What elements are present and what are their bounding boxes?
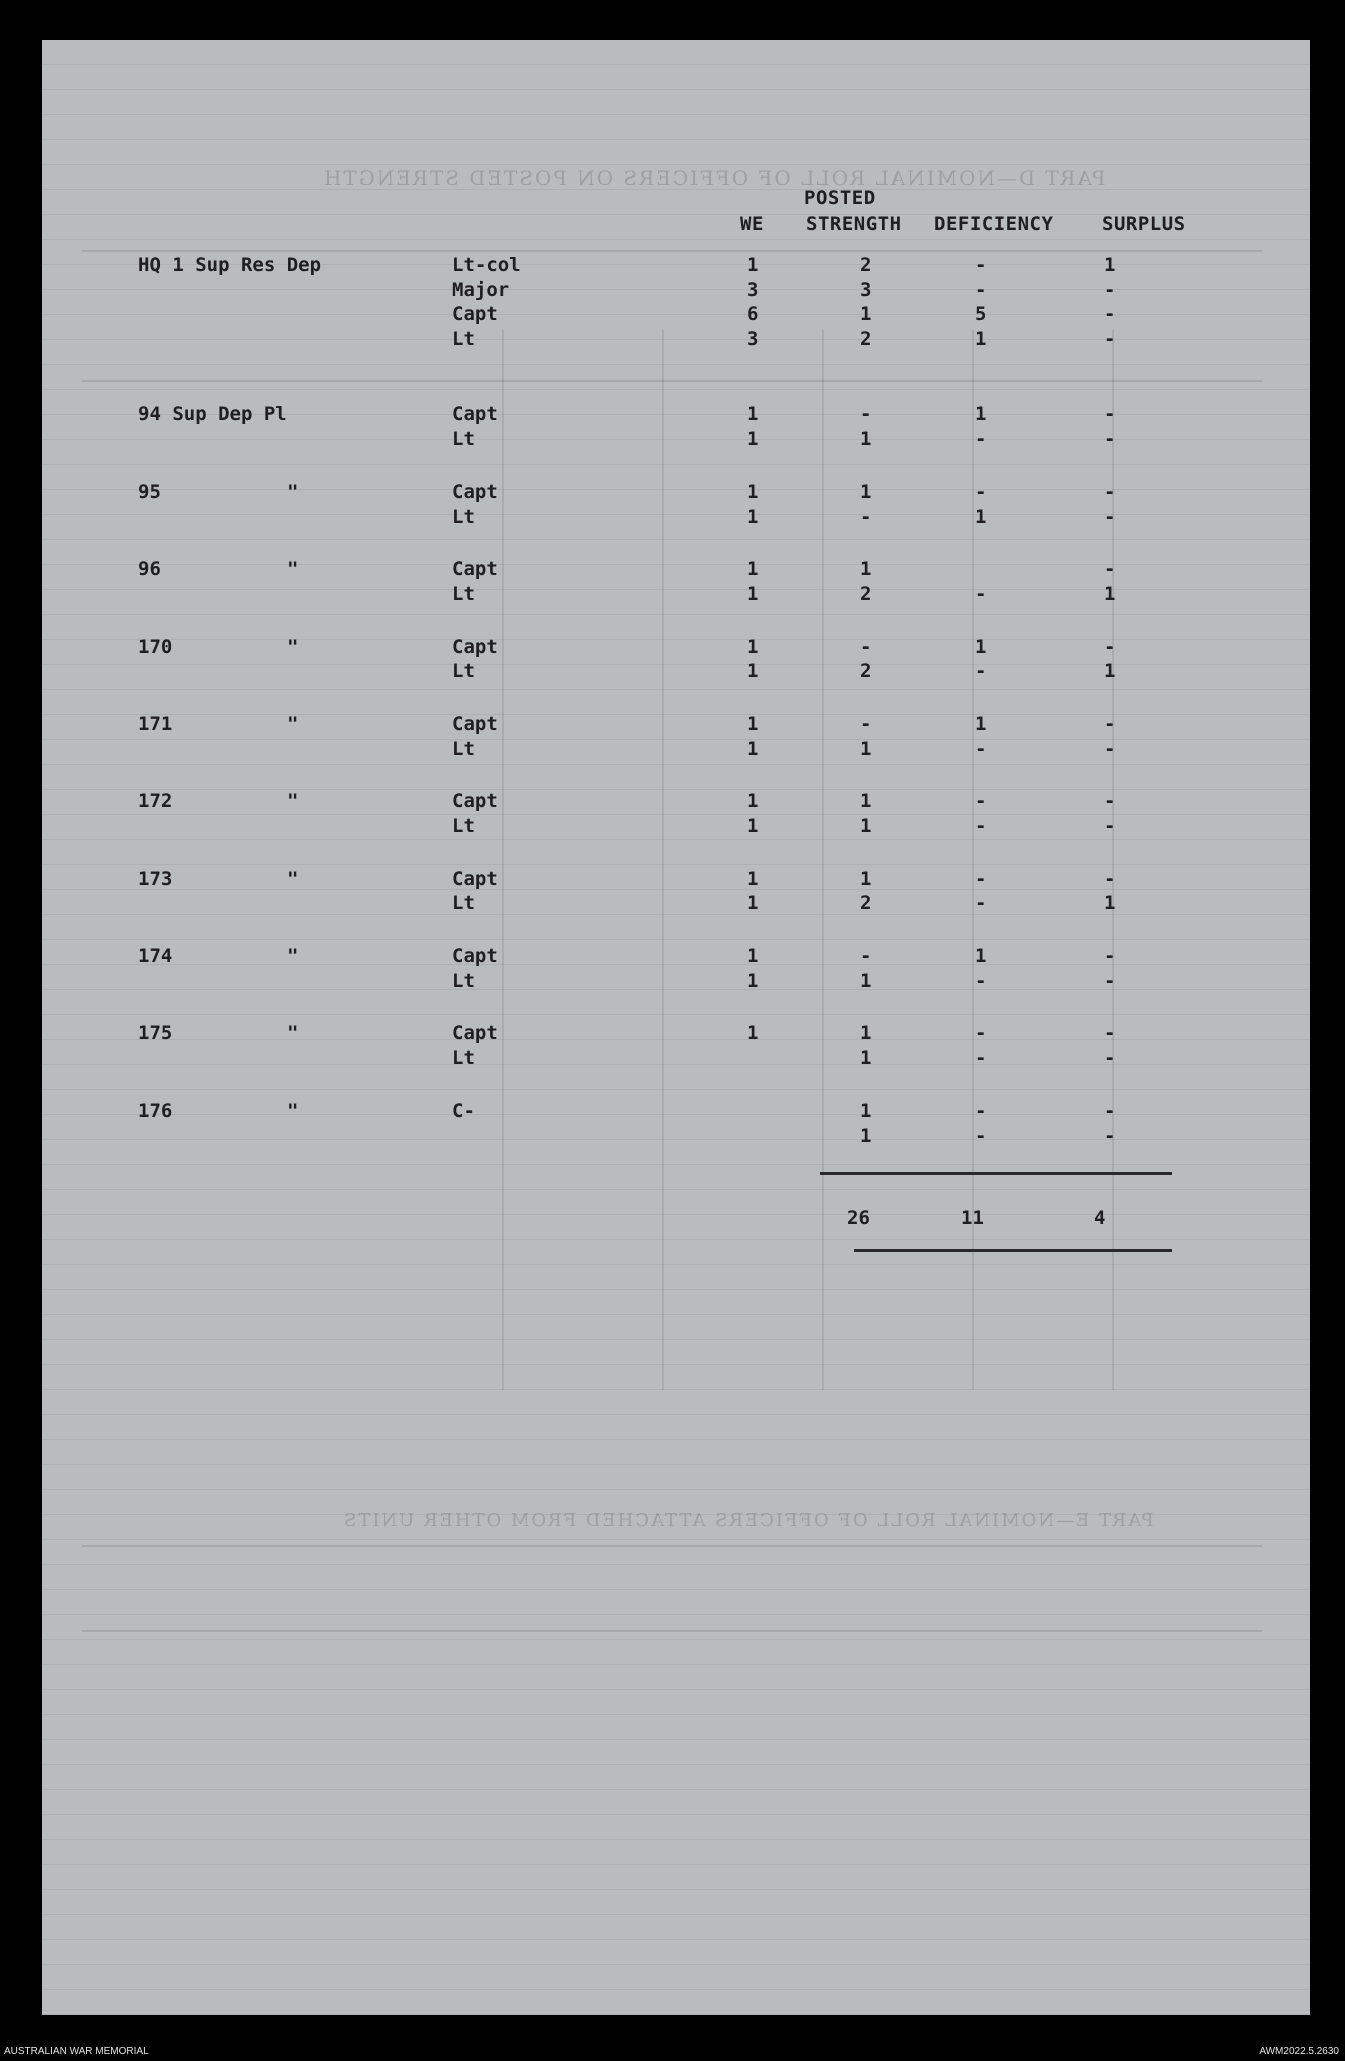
cell-deficiency: - <box>975 868 987 890</box>
cell-rank: Capt <box>452 558 498 580</box>
header-deficiency: DEFICIENCY <box>934 213 1054 235</box>
total-surplus: 4 <box>1094 1207 1106 1229</box>
cell-rank: Major <box>452 279 510 301</box>
cell-we: 1 <box>747 481 759 503</box>
header-strength: STRENGTH <box>806 213 902 235</box>
cell-posted: 1 <box>860 303 872 325</box>
cell-posted: - <box>860 403 872 425</box>
cell-posted: - <box>860 713 872 735</box>
cell-rank: Lt <box>452 815 475 837</box>
cell-surplus: - <box>1104 1047 1116 1069</box>
cell-posted: 1 <box>860 558 872 580</box>
cell-posted: - <box>860 636 872 658</box>
document-page <box>42 40 1310 2015</box>
cell-surplus: - <box>1104 506 1116 528</box>
cell-posted: 3 <box>860 279 872 301</box>
cell-we: 1 <box>747 428 759 450</box>
cell-we: 3 <box>747 328 759 350</box>
cell-deficiency: - <box>975 279 987 301</box>
cell-rank: Capt <box>452 713 498 735</box>
cell-surplus: - <box>1104 713 1116 735</box>
cell-unit: 174 <box>138 945 173 967</box>
bleed-through-title-2: PART E—NOMINAL ROLL OF OFFICERS ATTACHED FROM OTHER UNITS <box>342 1510 1154 1531</box>
cell-posted: 2 <box>860 328 872 350</box>
cell-rank: Lt-col <box>452 254 521 276</box>
cell-deficiency: - <box>975 481 987 503</box>
cell-surplus: 1 <box>1104 892 1116 914</box>
cell-rank: Capt <box>452 403 498 425</box>
cell-rank: Lt <box>452 428 475 450</box>
cell-surplus: - <box>1104 328 1116 350</box>
cell-rank: Capt <box>452 636 498 658</box>
cell-rank: Lt <box>452 1047 475 1069</box>
cell-rank: Lt <box>452 738 475 760</box>
cell-we: 1 <box>747 660 759 682</box>
cell-deficiency: - <box>975 892 987 914</box>
cell-we: 1 <box>747 790 759 812</box>
cell-surplus: - <box>1104 790 1116 812</box>
cell-rank: Capt <box>452 1022 498 1044</box>
cell-ditto: " <box>287 558 299 580</box>
bleed-through-column <box>502 330 504 1390</box>
cell-posted: 1 <box>860 738 872 760</box>
cell-surplus: - <box>1104 636 1116 658</box>
cell-deficiency: - <box>975 254 987 276</box>
cell-rank: Capt <box>452 303 498 325</box>
cell-unit: HQ 1 Sup Res Dep <box>138 254 322 276</box>
cell-rank: Lt <box>452 328 475 350</box>
cell-posted: - <box>860 506 872 528</box>
cell-surplus: - <box>1104 403 1116 425</box>
cell-surplus: - <box>1104 738 1116 760</box>
header-posted: POSTED <box>804 187 876 209</box>
cell-we: 1 <box>747 892 759 914</box>
cell-we: 1 <box>747 713 759 735</box>
cell-rank: Capt <box>452 868 498 890</box>
cell-unit: 170 <box>138 636 173 658</box>
cell-deficiency: - <box>975 738 987 760</box>
cell-we: 1 <box>747 558 759 580</box>
cell-ditto: " <box>287 713 299 735</box>
cell-deficiency: - <box>975 1125 987 1147</box>
cell-posted: 1 <box>860 790 872 812</box>
cell-surplus: - <box>1104 1100 1116 1122</box>
cell-rank: Lt <box>452 970 475 992</box>
cell-posted: 1 <box>860 481 872 503</box>
cell-deficiency: - <box>975 428 987 450</box>
cell-rank: Capt <box>452 481 498 503</box>
cell-surplus: - <box>1104 1022 1116 1044</box>
cell-posted: 1 <box>860 868 872 890</box>
cell-rank: Lt <box>452 583 475 605</box>
cell-we: 1 <box>747 970 759 992</box>
cell-rank: Capt <box>452 790 498 812</box>
cell-surplus: - <box>1104 279 1116 301</box>
cell-surplus: - <box>1104 481 1116 503</box>
cell-surplus: 1 <box>1104 660 1116 682</box>
cell-unit: 172 <box>138 790 173 812</box>
cell-surplus: - <box>1104 970 1116 992</box>
cell-deficiency: 1 <box>975 506 987 528</box>
cell-unit: 175 <box>138 1022 173 1044</box>
cell-unit: 171 <box>138 713 173 735</box>
archive-credit: AUSTRALIAN WAR MEMORIAL <box>4 2046 149 2057</box>
cell-unit: 95 <box>138 481 161 503</box>
cell-rank: Lt <box>452 892 475 914</box>
bleed-through-column <box>972 330 974 1390</box>
cell-deficiency: - <box>975 1100 987 1122</box>
cell-surplus: - <box>1104 303 1116 325</box>
cell-ditto: " <box>287 1100 299 1122</box>
cell-deficiency: - <box>975 660 987 682</box>
cell-we: 1 <box>747 738 759 760</box>
cell-deficiency: 5 <box>975 303 987 325</box>
total-deficiency: 11 <box>961 1207 984 1229</box>
cell-posted: 1 <box>860 1125 872 1147</box>
cell-posted: 2 <box>860 892 872 914</box>
cell-deficiency: - <box>975 1047 987 1069</box>
bleed-through-rule <box>82 1545 1262 1547</box>
total-rule-top <box>820 1172 1172 1175</box>
cell-posted: 2 <box>860 660 872 682</box>
cell-we: 1 <box>747 868 759 890</box>
cell-deficiency: - <box>975 970 987 992</box>
bleed-through-rule <box>82 380 1262 382</box>
cell-ditto: " <box>287 945 299 967</box>
cell-we: 1 <box>747 403 759 425</box>
cell-deficiency: 1 <box>975 403 987 425</box>
header-we: WE <box>740 213 764 235</box>
cell-deficiency: 1 <box>975 636 987 658</box>
cell-ditto: " <box>287 636 299 658</box>
cell-we: 1 <box>747 506 759 528</box>
cell-ditto: " <box>287 790 299 812</box>
cell-surplus: - <box>1104 428 1116 450</box>
cell-surplus: 1 <box>1104 254 1116 276</box>
bleed-through-rule <box>82 1630 1262 1632</box>
bleed-through-column <box>822 330 824 1390</box>
bleed-through-title: PART D—NOMINAL ROLL OF OFFICERS ON POSTED STRENGTH <box>322 166 1106 190</box>
cell-posted: 1 <box>860 1022 872 1044</box>
cell-posted: 1 <box>860 970 872 992</box>
cell-we: 1 <box>747 254 759 276</box>
cell-deficiency: - <box>975 583 987 605</box>
cell-we: 1 <box>747 1022 759 1044</box>
cell-ditto: " <box>287 868 299 890</box>
cell-surplus: - <box>1104 558 1116 580</box>
cell-we: 3 <box>747 279 759 301</box>
cell-posted: 2 <box>860 254 872 276</box>
cell-we: 6 <box>747 303 759 325</box>
cell-unit: 96 <box>138 558 161 580</box>
total-posted: 26 <box>847 1207 870 1229</box>
cell-unit: 176 <box>138 1100 173 1122</box>
cell-we: 1 <box>747 636 759 658</box>
bleed-through-rule <box>82 250 1262 252</box>
archive-reference: AWM2022.5.2630 <box>1259 2046 1339 2057</box>
cell-we: 1 <box>747 815 759 837</box>
cell-we: 1 <box>747 945 759 967</box>
cell-posted: 1 <box>860 815 872 837</box>
cell-posted: 1 <box>860 428 872 450</box>
header-surplus: SURPLUS <box>1102 213 1186 235</box>
cell-deficiency: 1 <box>975 945 987 967</box>
cell-unit: 94 Sup Dep Pl <box>138 403 287 425</box>
cell-deficiency: - <box>975 790 987 812</box>
cell-surplus: - <box>1104 868 1116 890</box>
cell-unit: 173 <box>138 868 173 890</box>
cell-deficiency: - <box>975 815 987 837</box>
cell-deficiency: 1 <box>975 328 987 350</box>
cell-we: 1 <box>747 583 759 605</box>
total-rule-bottom <box>854 1249 1172 1252</box>
cell-deficiency: 1 <box>975 713 987 735</box>
cell-surplus: - <box>1104 815 1116 837</box>
cell-rank: C- <box>452 1100 475 1122</box>
cell-surplus: - <box>1104 1125 1116 1147</box>
cell-posted: 1 <box>860 1100 872 1122</box>
bleed-through-column <box>662 330 664 1390</box>
cell-ditto: " <box>287 481 299 503</box>
cell-surplus: 1 <box>1104 583 1116 605</box>
cell-rank: Capt <box>452 945 498 967</box>
cell-surplus: - <box>1104 945 1116 967</box>
cell-ditto: " <box>287 1022 299 1044</box>
cell-posted: 1 <box>860 1047 872 1069</box>
cell-rank: Lt <box>452 506 475 528</box>
cell-rank: Lt <box>452 660 475 682</box>
cell-posted: - <box>860 945 872 967</box>
cell-posted: 2 <box>860 583 872 605</box>
cell-deficiency: - <box>975 1022 987 1044</box>
